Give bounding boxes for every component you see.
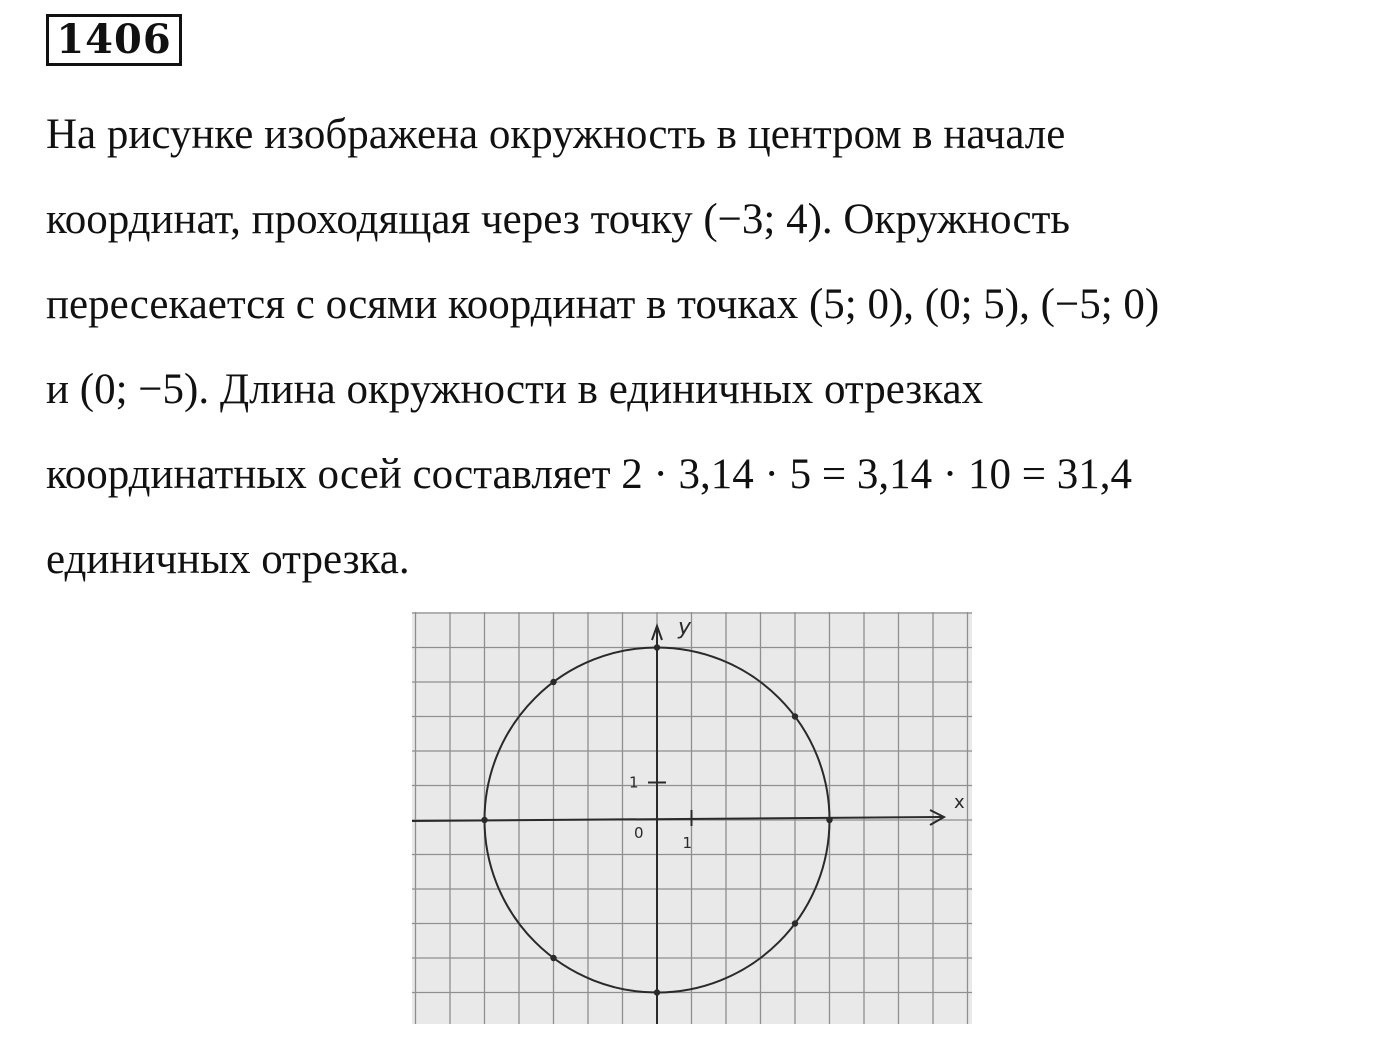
graph-paper-drawing xyxy=(412,612,972,1024)
marked-point xyxy=(654,989,660,995)
origin-label: 0 xyxy=(634,824,644,842)
problem-text-line: координат, проходящая через точку (−3; 4). Окружность xyxy=(46,196,1071,243)
marked-point xyxy=(654,644,660,650)
y-axis-label: y xyxy=(678,615,692,640)
problem-text-line: пересекается с осями координат в точках (5; 0), (0; 5), (−5; 0) xyxy=(46,281,1160,328)
marked-point xyxy=(550,955,556,961)
problem-text-line: На рисунке изображена окружность в центром в начале xyxy=(46,111,1066,158)
problem-number: 1406 xyxy=(46,14,182,66)
marked-point xyxy=(826,817,832,823)
problem-text-line: координатных осей составляет 2 · 3,14 · 5 = 3,14 · 10 = 31,4 xyxy=(46,451,1132,498)
marked-point xyxy=(481,817,487,823)
marked-point xyxy=(550,679,556,685)
x-unit-label: 1 xyxy=(682,834,693,852)
marked-point xyxy=(792,713,798,719)
x-axis-label: x xyxy=(954,792,965,813)
problem-text-line: и (0; −5). Длина окружности в единичных отрезках xyxy=(46,366,984,413)
circle-figure xyxy=(412,612,972,1024)
problem-text xyxy=(46,92,1366,602)
y-unit-label: 1 xyxy=(629,773,639,792)
marked-point xyxy=(792,920,798,926)
problem-text-line: единичных отрезка. xyxy=(46,536,410,583)
